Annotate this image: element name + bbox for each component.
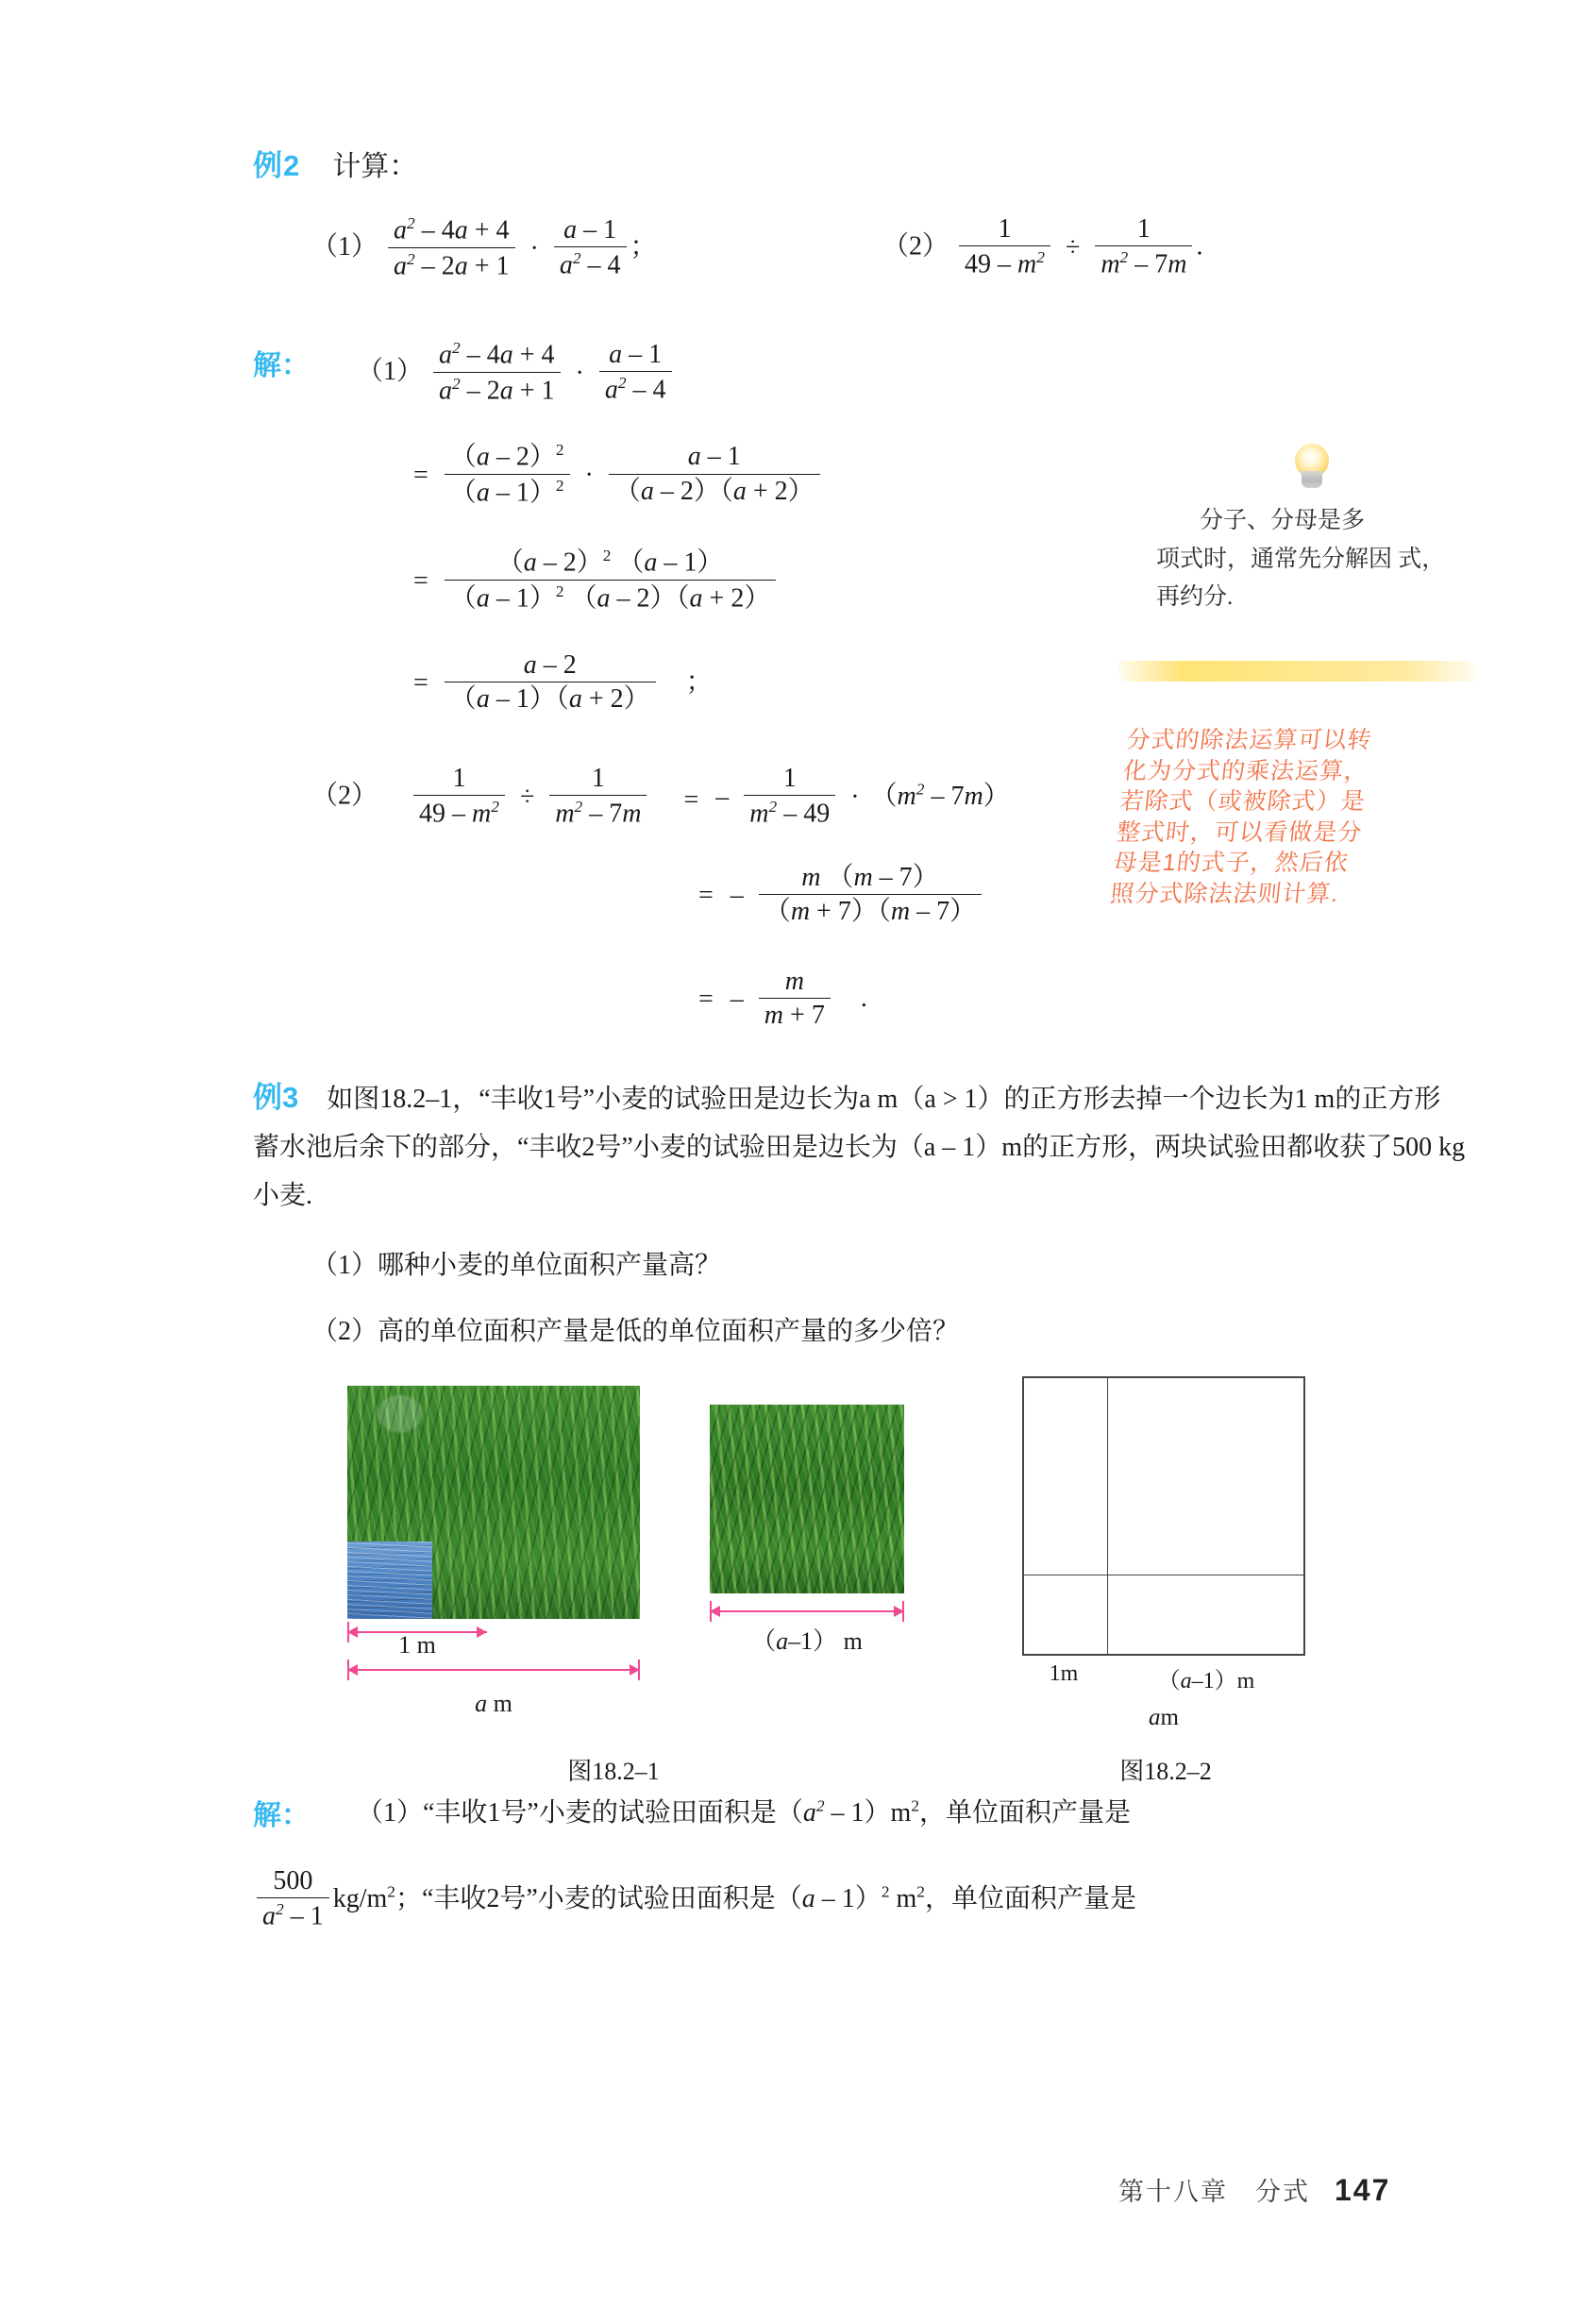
solution-2-step-3 [698,968,867,1033]
page-number: 147 [1335,2173,1391,2207]
hand-note-line-4: 整式时，可以看做是分 [1115,818,1364,846]
diagram-label-1m: 1m [1022,1661,1105,1687]
solution-1-step-4 [413,651,713,716]
hand-note-line-2: 化为分式的乘法运算， [1121,757,1370,784]
sol2-s1-frac1: $\frac{1}{49 - m^2}$ [413,764,505,830]
diagram-label-am: am [1022,1705,1305,1731]
sol1-s1-frac2: $\frac{a - 1}{a^2 - 4}$ [599,340,672,406]
equals-sign: = [413,668,428,699]
page-footer [1118,2171,1390,2208]
solution-1-index: （1） [357,357,424,387]
sol2-s1-factor: $(m^2 - 7m)$ [870,780,1010,811]
hand-note-line-5: 母是1的式子，然后依 [1112,850,1351,876]
solution-label: 解： [253,350,310,381]
hand-note-line-3: 若除式（或被除式）是 [1118,788,1368,815]
equals-sign: = [413,460,428,490]
example-2-label: 例2 [253,149,301,182]
equals-sign: = [698,985,714,1015]
chapter-title: 第十八章 分式 [1118,2178,1310,2206]
square-diagram [1022,1376,1305,1656]
problem-1-fraction-1: $\frac{a^2 - 4a + 4}{a^2 - 2a + 1}$ [388,214,514,282]
dimension-label-a-minus-1: （a–1） m [751,1627,863,1655]
problem-2-fraction-1: $\frac{1}{49 - m^2}$ [959,214,1050,280]
dimension-line-am [347,1663,640,1676]
example-3-solution-label: 解： [253,1800,310,1831]
problem-1 [311,215,657,283]
example-3-solution-line-2: $\frac{500}{a^2 - 1}$ $kg/m^2$；“丰收2号”小麦的试验田面积是（a – 1）$^2$ $m^2$，单位面积产量是 [253,1867,1136,1933]
pond-region [347,1541,432,1619]
solution-2-index: （2） [311,781,378,811]
example-2-heading [253,142,417,184]
problem-2-fraction-2: $\frac{1}{m^2 - 7m}$ [1095,214,1192,280]
figure-caption-18-2-1: 图18.2–1 [567,1758,660,1785]
hand-note-line-1: 分式的除法运算可以转 [1125,727,1374,753]
vertical-divider [1107,1378,1108,1654]
problem-1-index: （1） [311,232,378,262]
sol1-s1-operator: · [575,358,584,388]
equals-sign: = [698,881,714,911]
sol2-s1-frac2: $\frac{1}{m^2 - 7m}$ [549,764,647,830]
problem-2-operator: ÷ [1065,233,1081,263]
sol1-s2-operator: · [584,460,594,490]
problem-2 [882,215,1202,281]
wheat-field-photo [710,1405,904,1593]
diagram-label-a-minus-1m: （a–1）m [1107,1661,1305,1694]
wheat-field-with-pond-photo [347,1386,640,1619]
problem-1-operator: · [529,233,539,263]
sol2-s3-frac: $\frac{m}{m + 7}$ [759,967,831,1032]
sol1-s4-terminator: ； [659,666,713,697]
example-3-body: 如图18.2–1，“丰收1号”小麦的试验田是边长为a m（a > 1）的正方形去掉一个边长为1 m的正方形蓄水池后余下的部分，“丰收2号”小麦的试验田是边长为（a – 1）m的正方形，两块试验田都收获了500 kg小麦. [253,1085,1466,1211]
sol2-s2-minus: – [730,881,744,911]
sol2-s1-operator: ÷ [519,783,535,813]
hand-note-line-6: 照分式除法法则计算. [1109,880,1340,907]
sol2-s2-frac: $\frac{m (m - 7)}{(m + 7)(m - 7)}$ [759,863,982,928]
sol1-s2-frac2: $\frac{a - 1}{(a - 2)(a + 2)}$ [609,442,820,507]
solution-2-step-1 [311,765,1010,831]
yield-fraction: $\frac{500}{a^2 - 1}$ [257,1866,329,1932]
example-2-prompt: 计算： [332,151,418,182]
tip-note-bulb [1156,444,1468,617]
solution-1-step-2 [413,442,824,510]
example-3-question-1: （1）哪种小麦的单位面积产量高？ [311,1251,722,1280]
example-3-question-2: （2）高的单位面积产量是低的单位面积产量的多少倍？ [311,1317,960,1346]
sol2-s1-frac3: $\frac{1}{m^2 - 49}$ [744,764,835,830]
equals-sign: = [413,565,428,596]
handwritten-note [1109,725,1505,909]
solution-2-step-2 [698,864,985,929]
equals-sign: = [657,785,699,816]
dimension-label-am: a m [475,1690,512,1717]
sol1-s2-frac1: $\frac{(a - 2)^2}{(a - 1)^2}$ [445,441,570,509]
example-3-label: 例3 [253,1081,299,1114]
sol2-s3-terminator: . [833,983,867,1013]
solution-1-step-3 [413,548,780,615]
sol2-s1-minus: – [715,783,730,813]
sol2-s1-operator-2: · [850,783,860,813]
problem-1-terminator: ； [630,232,657,262]
figure-caption-18-2-2: 图18.2–2 [1119,1758,1212,1785]
highlight-underline [1118,661,1477,682]
solution-1-step-1 [357,340,676,408]
sol2-s3-minus: – [730,985,744,1015]
sol1-s1-frac1: $\frac{a^2 - 4a + 4}{a^2 - 2a + 1}$ [433,339,560,407]
bulb-note-line-2: 项式时，通常先分解因 [1156,546,1393,572]
example-3-solution-line-1: （1）“丰收1号”小麦的试验田面积是$(a^2 - 1)m^2$，单位面积产量是 [357,1796,1132,1828]
dimension-line-a-minus-1 [710,1605,904,1618]
bulb-note-line-1: 分子、分母是多 [1200,508,1366,533]
example-3 [253,1071,1466,1221]
problem-1-fraction-2: $\frac{a - 1}{a^2 - 4}$ [554,215,627,281]
bulb-note-line-3: 式，再约分. [1156,546,1446,610]
sol1-s3-frac: $\frac{(a - 2)^2 (a - 1)}{(a - 1)^2 (a - 2)(a + 2)}$ [445,547,777,615]
problem-2-terminator: . [1196,231,1203,261]
sol1-s4-frac: $\frac{a - 2}{(a - 1)(a + 2)}$ [445,650,656,716]
problem-2-index: （2） [882,231,949,261]
dimension-label-1m: 1 m [398,1631,436,1659]
lightbulb-icon [1292,444,1332,493]
